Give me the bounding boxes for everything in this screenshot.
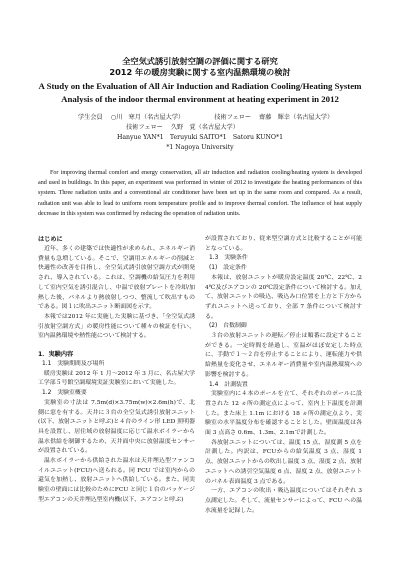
title-en-line1: A Study on the Evaluation of All Air Induction and Radiation Cooling/Heating System [38, 81, 362, 91]
right-continuation-paragraph: が設置されており、従来型空調方式と比較することが可能となっている。 [205, 236, 362, 252]
author-name-3: 久野 覚（名古屋大学） [170, 124, 239, 131]
author-name-1: ○川 寒月（名古屋大学） [110, 114, 185, 121]
author-role-1: 学生会員 [78, 114, 103, 121]
author-role-3: 技術フェロー [126, 124, 163, 131]
section-1-4-paragraph-2: 各放射ユニットについては、温度 15 点、湿度測 5 点を計測した。内訳は、FCUからの給気温度 3 点、湿度 1 点、放射ユニットからの吹出し温度 3 点、湿度 2 点、放射ユニットへの誘引空気温度 6 点、湿度 2 点、放射ユニットのパネル表面温度 3 点である。 [205, 439, 362, 485]
heading-section-1-2: 1.2 実験室概要 [42, 390, 87, 397]
heading-section-1-1: 1.1 実験期間及び場所 [42, 361, 105, 368]
title-block [38, 56, 362, 105]
section-1-1-paragraph: 暖房実験は 2012 年 1 月〜2012 年 3 月に、名古屋大学工学部５号館空調環境実証実験室において実施した。 [38, 370, 195, 387]
affiliation: *1 Nagoya University [166, 144, 234, 151]
intro-paragraph-2: 本報では2012 年に実施した実験に基づき、「全空気式誘引放射空調方式」の暖房性能について種々の検証を行い、室内温熱環境や熱性能について検討する。 [38, 313, 195, 340]
section-1-2-paragraph-1: 実験室の寸法は 7.5m(d)×3.75m(w)×2.6m(h)で、北側に窓を有する。天井に３台の全空気式誘引放射ユニット(以下、放射ユニットと呼ぶ)と４台のライン形 LED 照明器具を設置し、居住域の放射温度に応じて温水ボイラーから温水供給を制御するため、天井面中央に放射温度センサーが設置されている。 [38, 399, 195, 455]
author-role-2: 技術フェロー [214, 114, 252, 121]
heading-section-1-3-2: (2) 台数制御 [209, 323, 247, 330]
section-1-3-2-paragraph: ３台の放射ユニットの運転／停止は順番に設定することができる。一定時間を経過し、室温がほぼ安定した時点に、手動で１〜２台を停止することにより、運転能力や供給熱量を変化させ、エネルギー消費量や室内温熱環境への影響を検討する。 [205, 333, 362, 378]
body-columns [38, 235, 362, 516]
heading-section-1: 1．実験内容 [38, 351, 74, 359]
section-1-4-paragraph-3: 一方、エアコンの吹出・吸込温度についてはそれぞれ 3 点測定した。そして、流量センサーによって、FCU への温水流量を記録した。 [205, 488, 362, 514]
author-row-2 [38, 123, 362, 133]
abstract: For improving thermal comfort and energy conservation, all air induction and radiation cooling/heating system is developed and used in buildings. In this paper, an experiment was performed in winter of 2012 to investigate the heating performances of this system. Three radiation units and a conventional air conditioner have been set up in the same room and compared. As a result, radiation unit was able to lead to uniform room temperature profile and to improve thermal comfort. The influence of heat supply decrease in this system was confirmed by reducing the operation of radiation units. [38, 170, 362, 217]
title-en-line2: Analysis of the indoor thermal environment at heating experiment in 2012 [61, 94, 339, 104]
title-jp-line2: 2012 年の暖房実験に関する室内温熱環境の検討 [109, 67, 291, 77]
title-jp-line1: 全空気式誘引放射空調の評価に関する研究 [122, 56, 278, 66]
heading-section-1-3-1: (1) 設定条件 [209, 265, 247, 272]
author-row-1 [38, 113, 362, 123]
heading-section-1-4: 1.4 計測装置 [209, 381, 248, 388]
section-1-4-paragraph-1: 実験室内に４本のポールを立て、それぞれのポールに設置された 12 ヵ所の測定点によって、室内上下温度を計測した。また床上 1.1m における 18 ヵ所の測定点より、実験室の水平温度分布を確認することとした。壁面温度は各面 3 点高さ 0.6m、1.3m、2.1mで計測した。 [205, 391, 362, 437]
section-1-3-1-paragraph: 本報は、放射ユニットが暖房設定温度 20℃、22℃、24℃及びエアコンの 20℃設定条件について検討する。加えて、放射ユニットの吸込、吸込み口位置を上方と下方からずれユニットへ送っており、全部 7 条件について検討する。 [205, 274, 362, 320]
right-column [205, 235, 362, 516]
heading-section-1-3: 1.3 実験条件 [209, 255, 248, 262]
author-name-2: 齋藤 輝幸（名古屋大学） [259, 114, 334, 121]
authors-block [38, 113, 362, 152]
heading-introduction: はじめに [38, 236, 63, 244]
author-names-en: Hanyue YAN*1 Teruyuki SAITO*1 Satoru KUNO*1 [116, 134, 284, 141]
intro-paragraph-1: 近年、多くの建築では快適性が求められ、エネルギー消費量も急増している。そこで、空調用エネルギーの削減と快適性の改善を目指し、全空気式誘引放射空調方式が開発され、導入されている。これは、空調機の給気圧力を利用して室内空気を誘引混合し、中温で放射プレートを冷却/加熱した後、パネルより熱放射しつつ、整流して吹出すものである。図１に吹出ユニット断面図を示す。 [38, 246, 195, 311]
section-1-2-paragraph-2: 温水ボイラーから供給された温水は天井埋込型ファンコイルユニット(FCU)へ送られる。同 FCU では室内からの還気を加熱し、放射ユニットへ供給している。また、同実験室の壁面には比較のためにFCU と同じ１台のパッケージ型エアコンの天井埋込型室内機(以下、エアコンと呼ぶ) [38, 458, 195, 503]
left-column [38, 235, 195, 516]
